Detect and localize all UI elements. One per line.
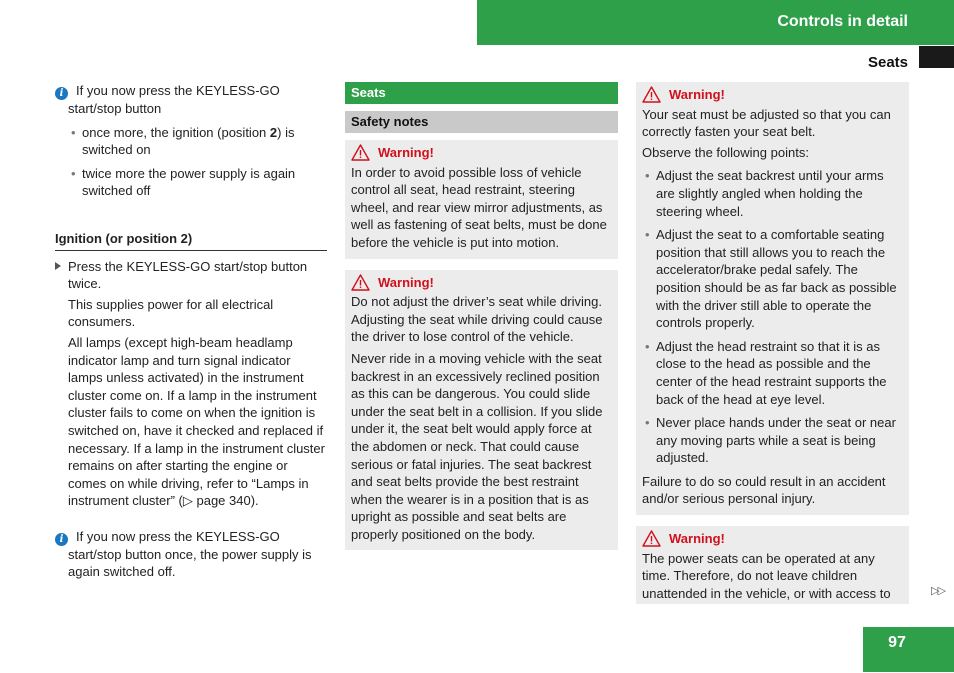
warning-text: Do not adjust the driver’s seat while driving. Adjusting the seat while driving could cause the driver to lose control of the vehicle. <box>351 294 603 345</box>
list-item-text: twice more the power supply is again switched off <box>82 165 296 199</box>
warning-text: Failure to do so could result in an accident and/or serious personal injury. <box>642 473 886 507</box>
position-number: 2 <box>269 124 278 140</box>
heading-safety-notes: Safety notes <box>345 111 618 133</box>
warning-header <box>642 530 903 548</box>
heading-seats: Seats <box>345 82 618 104</box>
paragraph-text: All lamps (except high-beam headlamp indicator lamp and turn signal indicator lamps unless activated) in the instrument cluster come on. If a lamp in the instrument cluster fails to come on when the ignition is switched on, have it checked and replaced if necessary. If a lamp in the instrument cluster remains on after starting the engine or comes on while driving, refer to “Lamps in instrument cluster” ( <box>68 334 325 509</box>
page-number-box <box>863 627 954 672</box>
warning-text: Your seat must be adjusted so that you can correctly fasten your seat belt. <box>642 106 891 140</box>
warning-text: Never ride in a moving vehicle with the seat backrest in an excessively reclined position as this can be dangerous. You could slide under the seat belt in a collision. If you slide under it, the seat belt would apply force at the abdomen or neck. That could cause serious or fatal injuries. The seat backrest and seat belts provide the best restraint when the wearer is in a position that is as upright as possible and seat belts are properly positioned on the body. <box>351 350 603 542</box>
warning-label: Warning! <box>669 87 725 102</box>
warning-text: Observe the following points: <box>642 144 809 160</box>
subheading-ignition: Ignition (or position 2) <box>55 230 327 251</box>
warning-box <box>636 82 909 515</box>
column-middle <box>345 82 618 561</box>
info-note-text: If you now press the KEYLESS-GO start/stop button <box>68 83 280 116</box>
chapter-title: Controls in detail <box>777 13 908 30</box>
section-title: Seats <box>867 54 908 71</box>
warning-header <box>351 274 612 292</box>
page-number: 97 <box>888 634 906 651</box>
continued-arrow-icon: ▷▷ <box>931 585 944 597</box>
list-item: • Adjust the seat to a comfortable seating position that still allows you to reach the accelerator/brake pedal safely. The position should be as far back as possible with the driver still able to operate the controls properly. <box>642 226 903 332</box>
step-instruction <box>55 258 327 293</box>
info-note-1 <box>55 82 327 118</box>
info-icon: i <box>55 87 68 100</box>
warning-triangle-icon <box>642 530 661 547</box>
warning-header <box>642 86 903 104</box>
warning-triangle-icon <box>351 274 370 291</box>
step-text: Press the KEYLESS-GO start/stop button twice. <box>68 258 308 292</box>
column-left <box>55 82 327 587</box>
warning-box <box>636 526 909 604</box>
step-arrow-icon <box>55 262 61 270</box>
warning-label: Warning! <box>378 274 434 290</box>
page-reference-link[interactable]: ▷ page 340). <box>182 493 259 509</box>
list-item: • Never place hands under the seat or near any moving parts while a seat is being adjusted. <box>642 414 903 467</box>
warning-header <box>351 144 612 162</box>
warning-box <box>345 270 618 551</box>
info-note-2 <box>55 528 327 581</box>
section-tab-marker <box>919 46 954 68</box>
list-item-text: once more, the ignition (position <box>82 124 270 140</box>
warning-label: Warning! <box>669 531 725 547</box>
list-item: • Adjust the seat backrest until your arms are slightly angled when holding the steering wheel. <box>642 167 903 220</box>
paragraph: This supplies power for all electrical consumers. <box>68 296 274 330</box>
warning-triangle-icon <box>351 144 370 161</box>
list-item-text: ) is switched on <box>82 124 295 158</box>
info-icon: i <box>55 533 68 546</box>
column-right <box>636 82 909 615</box>
list-item: • Adjust the head restraint so that it is as close to the head as possible and the center of the head restraint supports the back of the head at eye level. <box>642 338 903 408</box>
info-note-text: If you now press the KEYLESS-GO start/stop button once, the power supply is again switched off. <box>68 528 312 580</box>
list-item <box>68 124 327 159</box>
list-item <box>68 165 327 200</box>
warning-text: In order to avoid possible loss of vehicle control all seat, head restraint, steering wheel, and rear view mirror adjustments, as well as fastening of seat belts, must be done before the vehicle is put into motion. <box>351 164 607 250</box>
warning-box <box>345 140 618 259</box>
warning-text: The power seats can be operated at any time. Therefore, do not leave children unattended in the vehicle, or with access to <box>642 550 891 601</box>
warning-label: Warning! <box>378 145 434 160</box>
warning-triangle-icon <box>642 86 661 103</box>
paragraph <box>55 334 327 510</box>
